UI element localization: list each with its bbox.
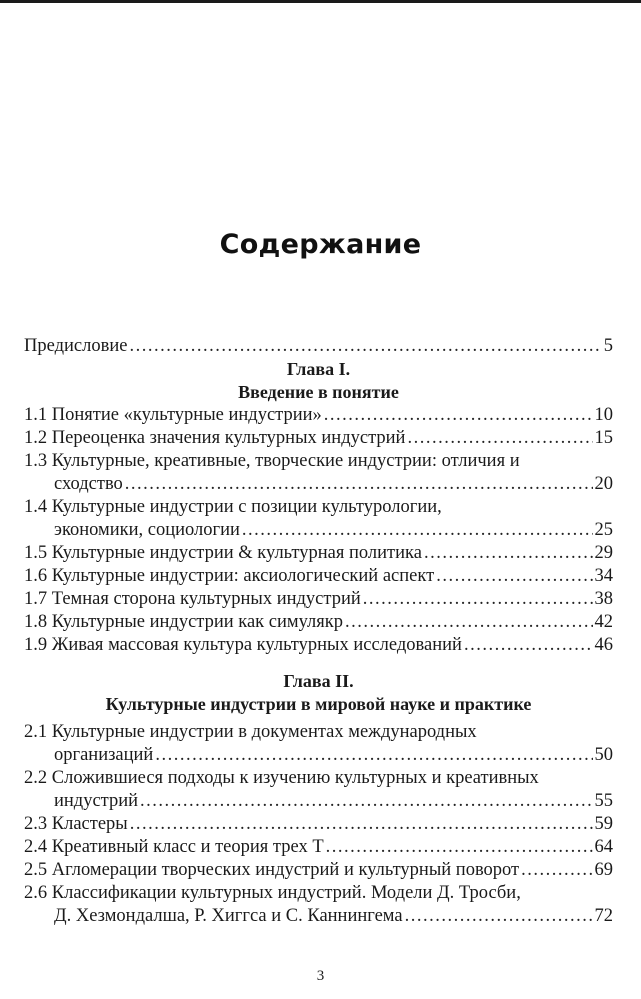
dot-leader [363, 588, 593, 611]
dot-leader [407, 427, 592, 450]
toc-entry-1-9 [24, 634, 613, 657]
toc-entry-page: 72 [594, 906, 613, 926]
page-number: 3 [316, 968, 325, 984]
table-of-contents [24, 335, 613, 928]
toc-entry-title: 1.8 Культурные индустрии как симулякр [24, 612, 344, 632]
toc-entry-1-5 [24, 542, 613, 565]
toc-entry-page: 25 [594, 520, 613, 540]
toc-entry-2-5 [24, 859, 613, 882]
toc-entry-1-1 [24, 404, 613, 427]
toc-entry-page: 20 [594, 474, 613, 494]
toc-entry-page: 55 [594, 791, 613, 811]
toc-entry-title: организаций [54, 745, 154, 765]
toc-entry-page: 64 [594, 837, 613, 857]
dot-leader [326, 836, 593, 859]
toc-entry-1-3 [24, 473, 613, 496]
toc-entry-2-6-line1: 2.6 Классификации культурных индустрий. Модели Д. Тросби, [24, 883, 521, 903]
toc-entry-1-4 [24, 519, 613, 542]
toc-entry-title: 1.2 Переоценка значения культурных индустрий [24, 428, 406, 448]
toc-entry-page: 10 [594, 405, 613, 425]
toc-entry-2-2-line1: 2.2 Сложившиеся подходы к изучению культурных и креативных [24, 768, 539, 788]
toc-entry-2-3 [24, 813, 613, 836]
dot-leader [345, 611, 592, 634]
dot-leader [464, 634, 593, 657]
toc-entry-title: 1.6 Культурные индустрии: аксиологический аспект [24, 566, 435, 586]
toc-entry-title: сходство [54, 474, 123, 494]
toc-entry-1-3-line1: 1.3 Культурные, креативные, творческие индустрии: отличия и [24, 451, 520, 471]
dot-leader [405, 905, 593, 928]
toc-entry-page: 34 [594, 566, 613, 586]
top-border-rule [0, 0, 641, 3]
toc-entry-page: 15 [594, 428, 613, 448]
dot-leader [521, 859, 592, 882]
toc-entry-title: 1.9 Живая массовая культура культурных исследований [24, 635, 462, 655]
toc-entry-1-4-line1: 1.4 Культурные индустрии с позиции культурологии, [24, 497, 442, 517]
dot-leader [140, 790, 592, 813]
toc-entry-2-6 [24, 905, 613, 928]
toc-entry-2-2 [24, 790, 613, 813]
toc-entry-page: 46 [594, 635, 613, 655]
toc-entry-title: индустрий [54, 791, 139, 811]
chapter-2-number: Глава II. [283, 671, 354, 691]
toc-entry-title: 2.3 Кластеры [24, 814, 128, 834]
toc-entry-title: 1.5 Культурные индустрии & культурная политика [24, 543, 422, 563]
toc-entry-title: 2.5 Агломерации творческих индустрий и культурный поворот [24, 860, 520, 880]
toc-entry-page: 69 [594, 860, 613, 880]
dot-leader [436, 565, 592, 588]
toc-entry-preface [24, 335, 613, 358]
dot-leader [324, 404, 593, 427]
toc-entry-page: 29 [594, 543, 613, 563]
toc-entry-title: Д. Хезмондалша, Р. Хиггса и С. Каннингема [54, 906, 403, 926]
dot-leader [424, 542, 593, 565]
toc-entry-1-8 [24, 611, 613, 634]
toc-entry-page: 59 [594, 814, 613, 834]
dot-leader [242, 519, 593, 542]
toc-entry-2-4 [24, 836, 613, 859]
toc-entry-title: Предисловие [24, 336, 128, 356]
toc-entry-2-1-line1: 2.1 Культурные индустрии в документах международных [24, 722, 477, 742]
dot-leader [129, 335, 601, 358]
toc-entry-2-1 [24, 744, 613, 767]
chapter-2-title: Культурные индустрии в мировой науке и практике [105, 694, 532, 714]
chapter-1-number: Глава I. [286, 359, 351, 379]
toc-entry-title: экономики, социологии [54, 520, 240, 540]
toc-entry-title: 1.1 Понятие «культурные индустрии» [24, 405, 322, 425]
toc-entry-title: 2.4 Креативный класс и теория трех Т [24, 837, 324, 857]
toc-entry-page: 50 [594, 745, 613, 765]
toc-entry-1-6 [24, 565, 613, 588]
toc-entry-page: 5 [603, 336, 613, 356]
toc-entry-title: 1.7 Темная сторона культурных индустрий [24, 589, 361, 609]
toc-entry-1-2 [24, 427, 613, 450]
page-title: Содержание [219, 229, 422, 260]
toc-entry-1-7 [24, 588, 613, 611]
toc-entry-page: 38 [594, 589, 613, 609]
dot-leader [130, 813, 593, 836]
dot-leader [125, 473, 593, 496]
chapter-1-title: Введение в понятие [238, 382, 399, 402]
dot-leader [155, 744, 592, 767]
toc-entry-page: 42 [594, 612, 613, 632]
